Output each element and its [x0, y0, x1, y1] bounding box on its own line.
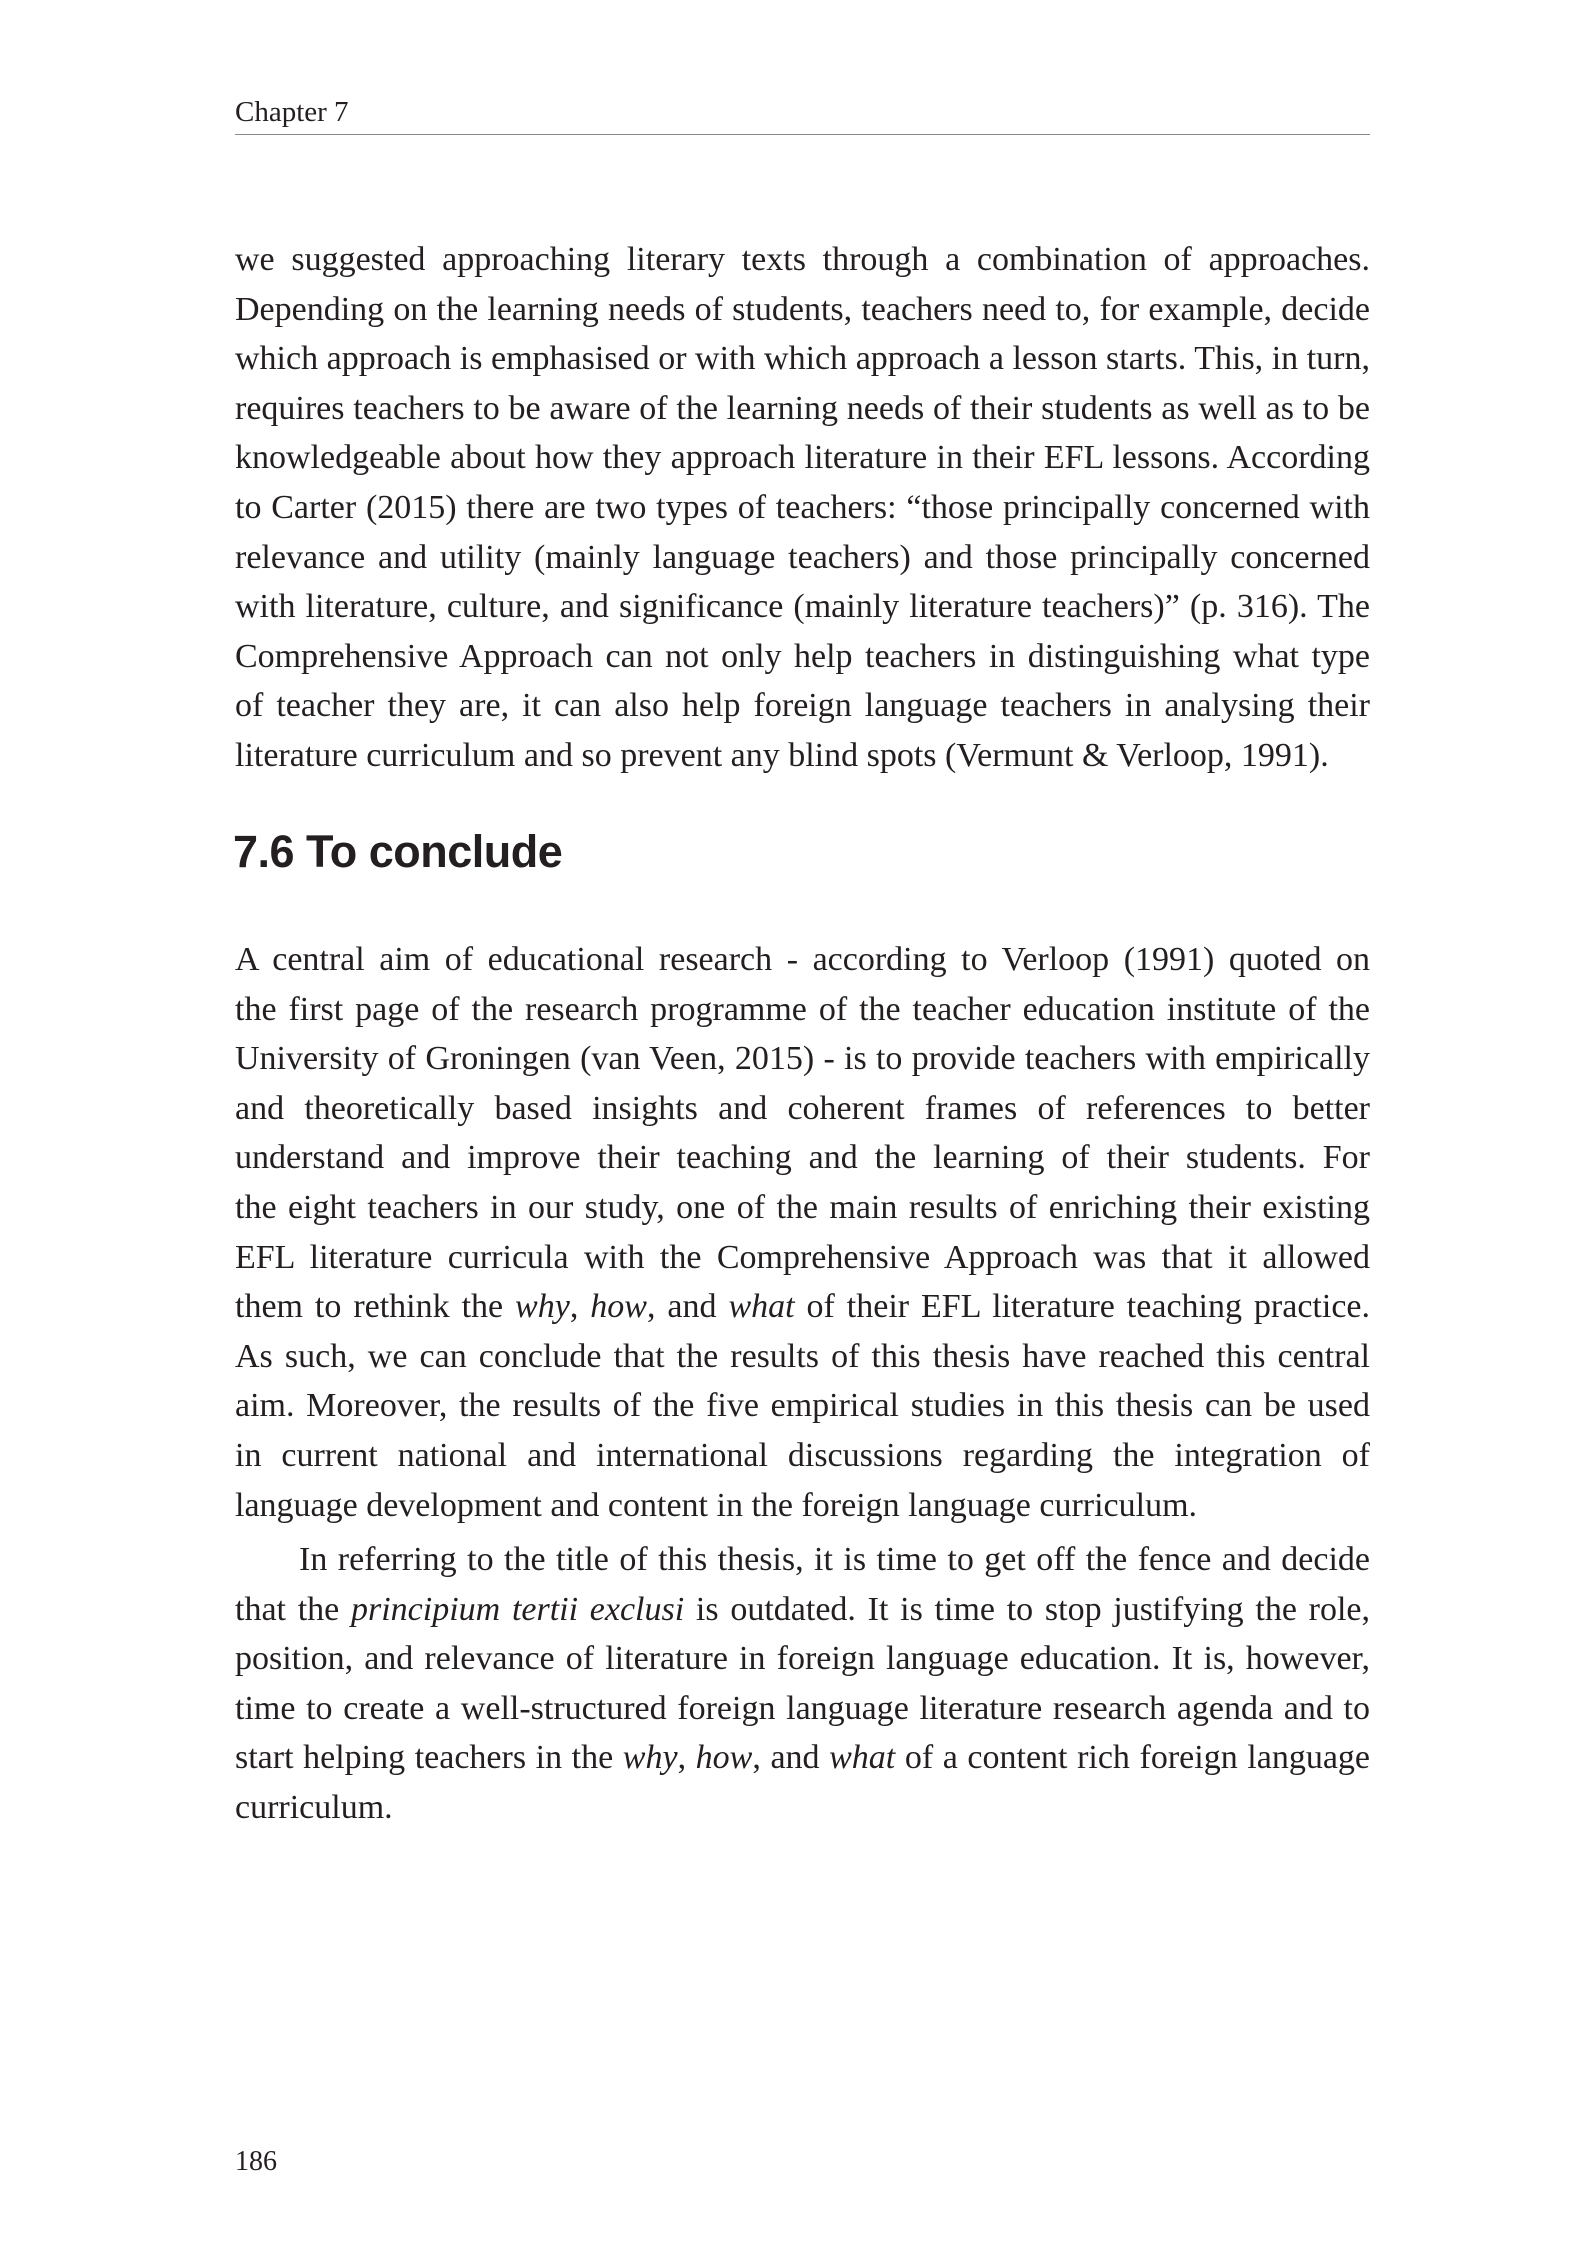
text-line: literature curriculum and so prevent any blind spots (Vermunt & Verloop, 1991).	[235, 736, 1329, 774]
text-line: with literature, culture, and significance (mainly literature teachers)” (p. 316). The	[235, 588, 1370, 626]
text-line: and theoretically based insights and coherent frames of references to better	[235, 1089, 1370, 1127]
running-header: Chapter 7	[235, 92, 1370, 135]
text-line: language development and content in the foreign language curriculum.	[235, 1486, 1198, 1524]
text-segment: , and	[752, 1739, 830, 1777]
text-segment: ,	[677, 1739, 696, 1777]
text-segment: them to rethink the	[235, 1288, 516, 1326]
text-line	[235, 1733, 1370, 1783]
text-line: position, and relevance of literature in foreign language education. It is, however,	[235, 1640, 1370, 1678]
text-segment: that the	[235, 1590, 351, 1628]
text-line: understand and improve their teaching and the learning of their students. For	[235, 1139, 1370, 1177]
text-segment: is outdated. It is time to stop justifying the role,	[684, 1590, 1370, 1628]
page-number: 186	[235, 2146, 277, 2177]
text-line: EFL literature curricula with the Comprehensive Approach was that it allowed	[235, 1238, 1370, 1276]
text-segment: of their EFL literature teaching practice.	[794, 1288, 1370, 1326]
text-line: As such, we can conclude that the results of this thesis have reached this central	[235, 1337, 1370, 1375]
text-line: to Carter (2015) there are two types of teachers: “those principally concerned with	[235, 488, 1370, 526]
text-line: the first page of the research programme of the teacher education institute of the	[235, 990, 1370, 1028]
text-line: relevance and utility (mainly language teachers) and those principally concerned	[235, 538, 1370, 576]
italic-term: what	[829, 1739, 896, 1777]
italic-term: why	[622, 1739, 678, 1777]
text-line: the eight teachers in our study, one of the main results of enriching their existing	[235, 1188, 1370, 1226]
text-line: A central aim of educational research - according to Verloop (1991) quoted on	[235, 941, 1370, 978]
paragraph-thesis-title	[235, 1535, 1370, 1833]
text-line: in current national and international discussions regarding the integration of	[235, 1436, 1370, 1474]
paragraph-approaches	[235, 235, 1370, 781]
text-line: of teacher they are, it can also help foreign language teachers in analysing their	[235, 687, 1370, 725]
text-line: Comprehensive Approach can not only help teachers in distinguishing what type	[235, 637, 1370, 675]
text-line	[235, 1585, 1370, 1635]
text-line: requires teachers to be aware of the learning needs of their students as well as to be	[235, 389, 1370, 427]
italic-term: how	[695, 1739, 753, 1777]
italic-term: principium tertii exclusi	[351, 1590, 685, 1628]
italic-term: why	[515, 1288, 570, 1326]
text-segment: start helping teachers in the	[235, 1739, 623, 1777]
text-line: Depending on the learning needs of students, teachers need to, for example, decide	[235, 290, 1370, 328]
text-line: we suggested approaching literary texts through a combination of approaches.	[235, 241, 1370, 278]
text-line: time to create a well-structured foreign language literature research agenda and to	[235, 1689, 1370, 1727]
text-line: which approach is emphasised or with which approach a lesson starts. This, in turn,	[235, 340, 1370, 378]
text-line: aim. Moreover, the results of the five empirical studies in this thesis can be used	[235, 1387, 1370, 1425]
text-line	[235, 1282, 1370, 1332]
text-line: knowledgeable about how they approach literature in their EFL lessons. According	[235, 439, 1370, 477]
italic-term: how	[590, 1288, 647, 1326]
italic-term: what	[728, 1288, 795, 1326]
paragraph-central-aim	[235, 935, 1370, 1530]
text-line: curriculum.	[235, 1788, 393, 1826]
text-line: University of Groningen (van Veen, 2015) - is to provide teachers with empirically	[235, 1040, 1370, 1078]
text-segment: of a content rich foreign language	[895, 1739, 1371, 1777]
section-heading: 7.6 To conclude	[233, 826, 563, 877]
text-segment: ,	[569, 1288, 591, 1326]
text-segment: , and	[646, 1288, 729, 1326]
text-line: In referring to the title of this thesis, it is time to get off the fence and decide	[299, 1541, 1370, 1578]
